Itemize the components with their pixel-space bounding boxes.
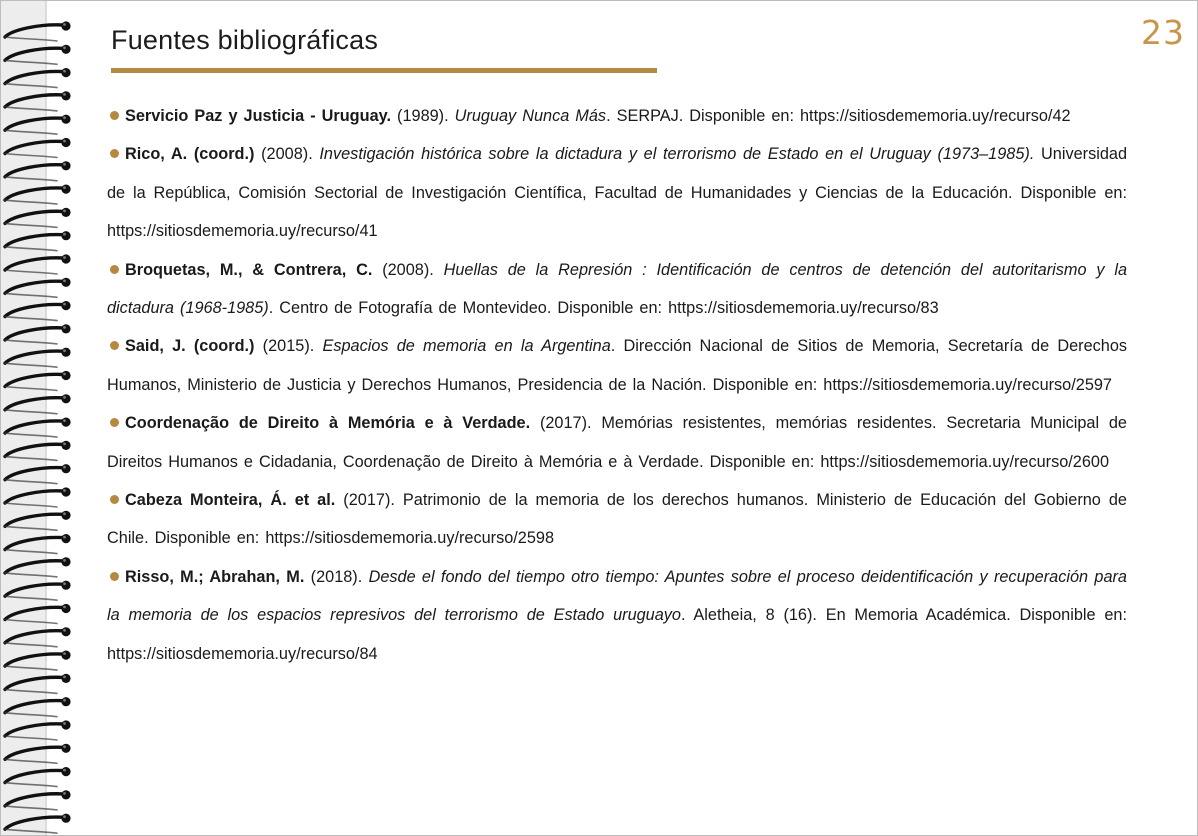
reference-details: . Dirección Nacional de Sitios de Memoria, Secretaría de Derechos Humanos, Ministerio de Justicia y Derechos Humanos, Presidencia de la Nación. Disponible en: https://sitiosdememoria.uy/recurso/2597: [107, 337, 1128, 394]
reference-item: [107, 251, 1127, 328]
bullet-icon: [110, 495, 119, 504]
reference-year: (2015).: [262, 337, 315, 356]
reference-details: Memórias resistentes, memórias residentes. Secretaria Municipal de Direitos Humanos e Cidadania, Coordenação de Direito à Memória e à Verdade. Disponible en: https://sitiosdememoria.uy/recurso/2600: [107, 414, 1127, 471]
reference-title: Investigación histórica sobre la dictadura y el terrorismo de Estado en el Uruguay (1973–1985).: [319, 145, 1035, 164]
reference-year: (2008).: [382, 260, 434, 279]
reference-year: (2017).: [539, 414, 592, 433]
reference-author: Risso, M.; Abrahan, M.: [125, 567, 305, 586]
reference-item: [107, 404, 1127, 481]
bullet-icon: [110, 149, 119, 158]
bullet-icon: [110, 265, 119, 274]
reference-list: [107, 97, 1127, 673]
reference-item: [107, 558, 1127, 673]
reference-author: Servicio Paz y Justicia - Uruguay.: [125, 107, 391, 125]
reference-year: (2017).: [343, 491, 395, 510]
reference-item: [107, 481, 1127, 558]
reference-author: Broquetas, M., & Contrera, C.: [125, 260, 373, 279]
reference-details: Universidad de la República, Comisión Sectorial de Investigación Científica, Facultad de Humanidades y Ciencias de la Educación. Disponible en: https://sitiosdememoria.uy/recurso/41: [107, 145, 1127, 241]
spiral-binding: [1, 1, 81, 836]
page-number: 23: [1141, 13, 1185, 52]
bullet-icon: [110, 418, 119, 427]
page-title: Fuentes bibliográficas: [111, 25, 379, 55]
reference-title: Espacios de memoria en la Argentina: [322, 337, 611, 356]
reference-item: [107, 97, 1127, 135]
reference-title: Uruguay Nunca Más: [454, 107, 607, 125]
bullet-icon: [110, 111, 119, 120]
reference-details: Patrimonio de la memoria de los derechos humanos. Ministerio de Educación del Gobierno de Chile. Disponible en: https://sitiosdememoria.uy/recurso/2598: [107, 491, 1127, 548]
reference-item: [107, 135, 1127, 250]
reference-year: (1989).: [397, 107, 449, 125]
reference-year: (2018).: [310, 567, 363, 586]
reference-title: Huellas de la Represión : Identificación de centros de detención del autoritarismo y la dictadura (1968-1985): [107, 260, 1127, 318]
reference-author: Rico, A. (coord.): [125, 145, 255, 164]
reference-details: . Aletheia, 8 (16). En Memoria Académica. Disponible en: https://sitiosdememoria.uy/recurso/84: [107, 606, 1127, 663]
reference-details: . SERPAJ. Disponible en: https://sitiosdememoria.uy/recurso/42: [606, 107, 1071, 125]
reference-title: Desde el fondo del tiempo otro tiempo: Apuntes sobre el proceso deidentificación y recuperación para la memoria de los espacios represivos del terrorismo de Estado uruguayo: [107, 567, 1127, 625]
reference-item: [107, 327, 1127, 404]
reference-author: Cabeza Monteira, Á. et al.: [125, 491, 336, 510]
reference-details: . Centro de Fotografía de Montevideo. Disponible en: https://sitiosdememoria.uy/recurso/83: [268, 299, 939, 318]
reference-year: (2008).: [261, 145, 313, 164]
title-underline: [111, 68, 657, 73]
reference-author: Said, J. (coord.): [125, 337, 255, 356]
reference-author: Coordenação de Direito à Memória e à Verdade.: [125, 414, 531, 433]
bullet-icon: [110, 572, 119, 581]
bullet-icon: [110, 341, 119, 350]
